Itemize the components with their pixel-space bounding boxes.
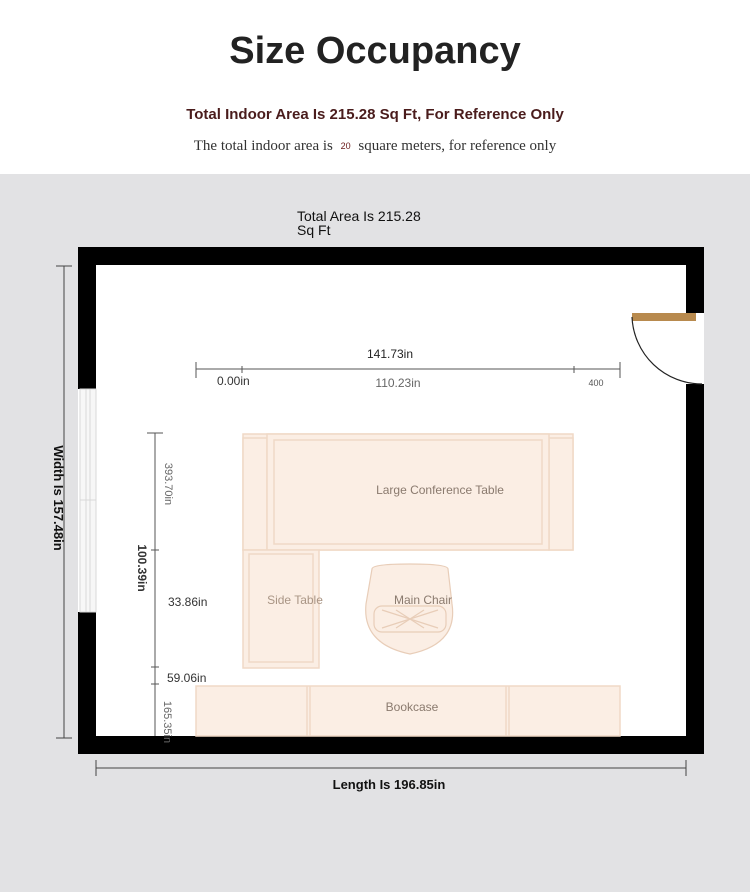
page-subtitle: Total Indoor Area Is 215.28 Sq Ft, For Reference Only	[186, 106, 564, 123]
wall-right-upper	[686, 247, 704, 313]
note-number: 20	[340, 141, 351, 151]
wall-top	[78, 247, 704, 265]
dimension-top-span: 141.73in	[366, 347, 414, 361]
dimension-right-mark: 400	[588, 378, 604, 388]
floor-plan	[0, 174, 750, 892]
dimension-mid-span: 110.23in	[375, 376, 421, 390]
page-title: Size Occupancy	[229, 30, 521, 72]
side-table-label: Side Table	[267, 593, 323, 607]
reference-note	[0, 138, 750, 155]
side-table	[243, 550, 319, 668]
wall-right-lower	[686, 384, 704, 754]
main-chair	[366, 564, 453, 654]
window	[80, 389, 96, 612]
note-suffix: square meters, for reference only	[358, 138, 557, 154]
length-label: Length Is 196.85in	[332, 777, 446, 792]
total-area-line2: Sq Ft	[297, 222, 331, 238]
main-chair-label: Main Chair	[393, 593, 453, 607]
dimension-gap-59: 59.06in	[167, 671, 207, 685]
floor-plan-area	[0, 174, 750, 892]
conference-table-label: Large Conference Table	[376, 483, 504, 497]
note-prefix: The total indoor area is	[193, 138, 333, 154]
width-label: Width Is 157.48in	[51, 445, 66, 551]
total-area-line1: Total Area Is 215.28	[297, 208, 421, 224]
bookcase-label: Bookcase	[385, 700, 439, 714]
dimension-vertical-393: 393.70in	[162, 462, 174, 506]
wall-left-lower	[78, 612, 96, 754]
dimension-vertical-165: 165.35in	[161, 700, 173, 744]
header	[0, 0, 750, 174]
dimension-side-gap: 33.86in	[168, 595, 208, 609]
wall-left-upper	[78, 247, 96, 389]
door-leaf	[632, 313, 696, 321]
length-dimension	[96, 760, 686, 776]
dimension-vertical-100: 100.39in	[135, 544, 149, 592]
dimension-origin: 0.00in	[217, 374, 250, 388]
